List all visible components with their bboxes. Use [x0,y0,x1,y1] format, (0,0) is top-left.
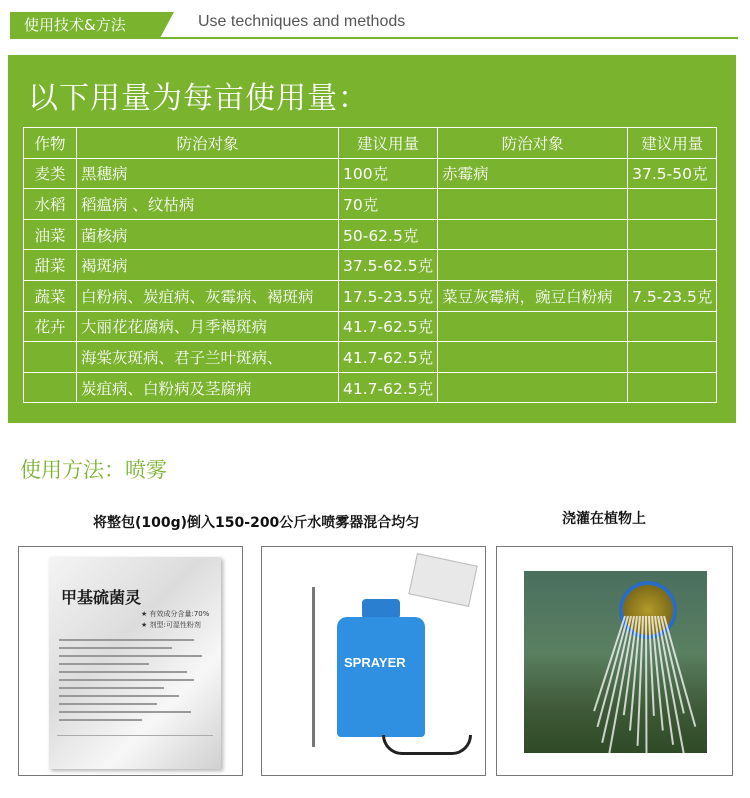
table-cell: 蔬菜 [24,280,77,311]
sprayer-hose [382,735,472,755]
table-cell [438,250,628,281]
section-english-title: Use techniques and methods [198,13,406,30]
table-cell: 海棠灰斑病、君子兰叶斑病、 [77,342,339,373]
table-cell: 大丽花花腐病、月季褐斑病 [77,311,339,342]
table-cell: 麦类 [24,158,77,189]
table-cell: 41.7-62.5克 [339,311,438,342]
dosage-panel [8,55,736,423]
table-row [24,158,717,189]
table-cell: 白粉病、炭疽病、灰霉病、褐斑病 [77,280,339,311]
table-cell: 37.5-62.5克 [339,250,438,281]
table-cell: 70克 [339,189,438,220]
table-cell: 100克 [339,158,438,189]
caption-water: 浇灌在植物上 [562,511,646,527]
header-cell: 建议用量 [339,128,438,159]
header-cell: 防治对象 [77,128,339,159]
table-row [24,280,717,311]
table-cell: 7.5-23.5克 [628,280,717,311]
table-cell [628,311,717,342]
table-cell: 炭疽病、白粉病及茎腐病 [77,372,339,403]
table-cell: 水稻 [24,189,77,220]
package-title: 甲基硫菌灵 [61,588,142,607]
package-fine-print [59,639,209,727]
header-cell: 作物 [24,128,77,159]
table-row [24,342,717,373]
table-row [24,189,717,220]
table-cell: 赤霉病 [438,158,628,189]
table-cell: 41.7-62.5克 [339,342,438,373]
table-cell: 50-62.5克 [339,219,438,250]
table-cell [24,372,77,403]
table-cell [628,372,717,403]
table-cell: 17.5-23.5克 [339,280,438,311]
table-row [24,250,717,281]
method-heading: 使用方法：喷雾 [20,458,167,482]
sprayer-tank [337,617,425,737]
table-cell [438,219,628,250]
table-cell: 黑穗病 [77,158,339,189]
spray-lance [312,587,315,747]
caption-mix: 将整包(100g)倒入150-200公斤水喷雾器混合均匀 [93,515,420,531]
table-cell: 菜豆灰霉病，豌豆白粉病 [438,280,628,311]
section-tab: 使用技术&方法 [10,12,160,38]
package-icons-strip [57,735,213,761]
header-cell: 建议用量 [628,128,717,159]
table-cell: 菌核病 [77,219,339,250]
table-cell: 甜菜 [24,250,77,281]
table-cell [24,342,77,373]
table-cell [628,189,717,220]
powder-sachet [408,553,477,607]
watering-photo [524,571,707,753]
table-cell: 油菜 [24,219,77,250]
tank-cap [362,599,400,619]
dosage-table [23,127,717,403]
table-cell [628,342,717,373]
sprayer-label: SPRAYER [344,655,406,670]
table-row [24,311,717,342]
package-spec-1: ★ 有效成分含量:70% [141,610,210,618]
product-package [49,557,221,769]
table-cell: 37.5-50克 [628,158,717,189]
table-cell [628,219,717,250]
header-divider [10,37,738,39]
table-cell [438,189,628,220]
table-row [24,219,717,250]
table-cell [438,311,628,342]
table-cell: 褐斑病 [77,250,339,281]
table-cell: 稻瘟病 、纹枯病 [77,189,339,220]
table-cell [438,342,628,373]
dosage-title: 以下用量为每亩使用量： [28,81,369,116]
table-cell: 41.7-62.5克 [339,372,438,403]
sprayer-image [261,546,486,776]
table-header-row [24,128,717,159]
header-cell: 防治对象 [438,128,628,159]
package-spec-2: ★ 剂型:可湿性粉剂 [141,621,201,629]
table-cell [438,372,628,403]
table-row [24,372,717,403]
table-cell: 花卉 [24,311,77,342]
table-cell [628,250,717,281]
watering-image [496,546,733,776]
section-header [0,0,750,40]
package-image [18,546,243,776]
